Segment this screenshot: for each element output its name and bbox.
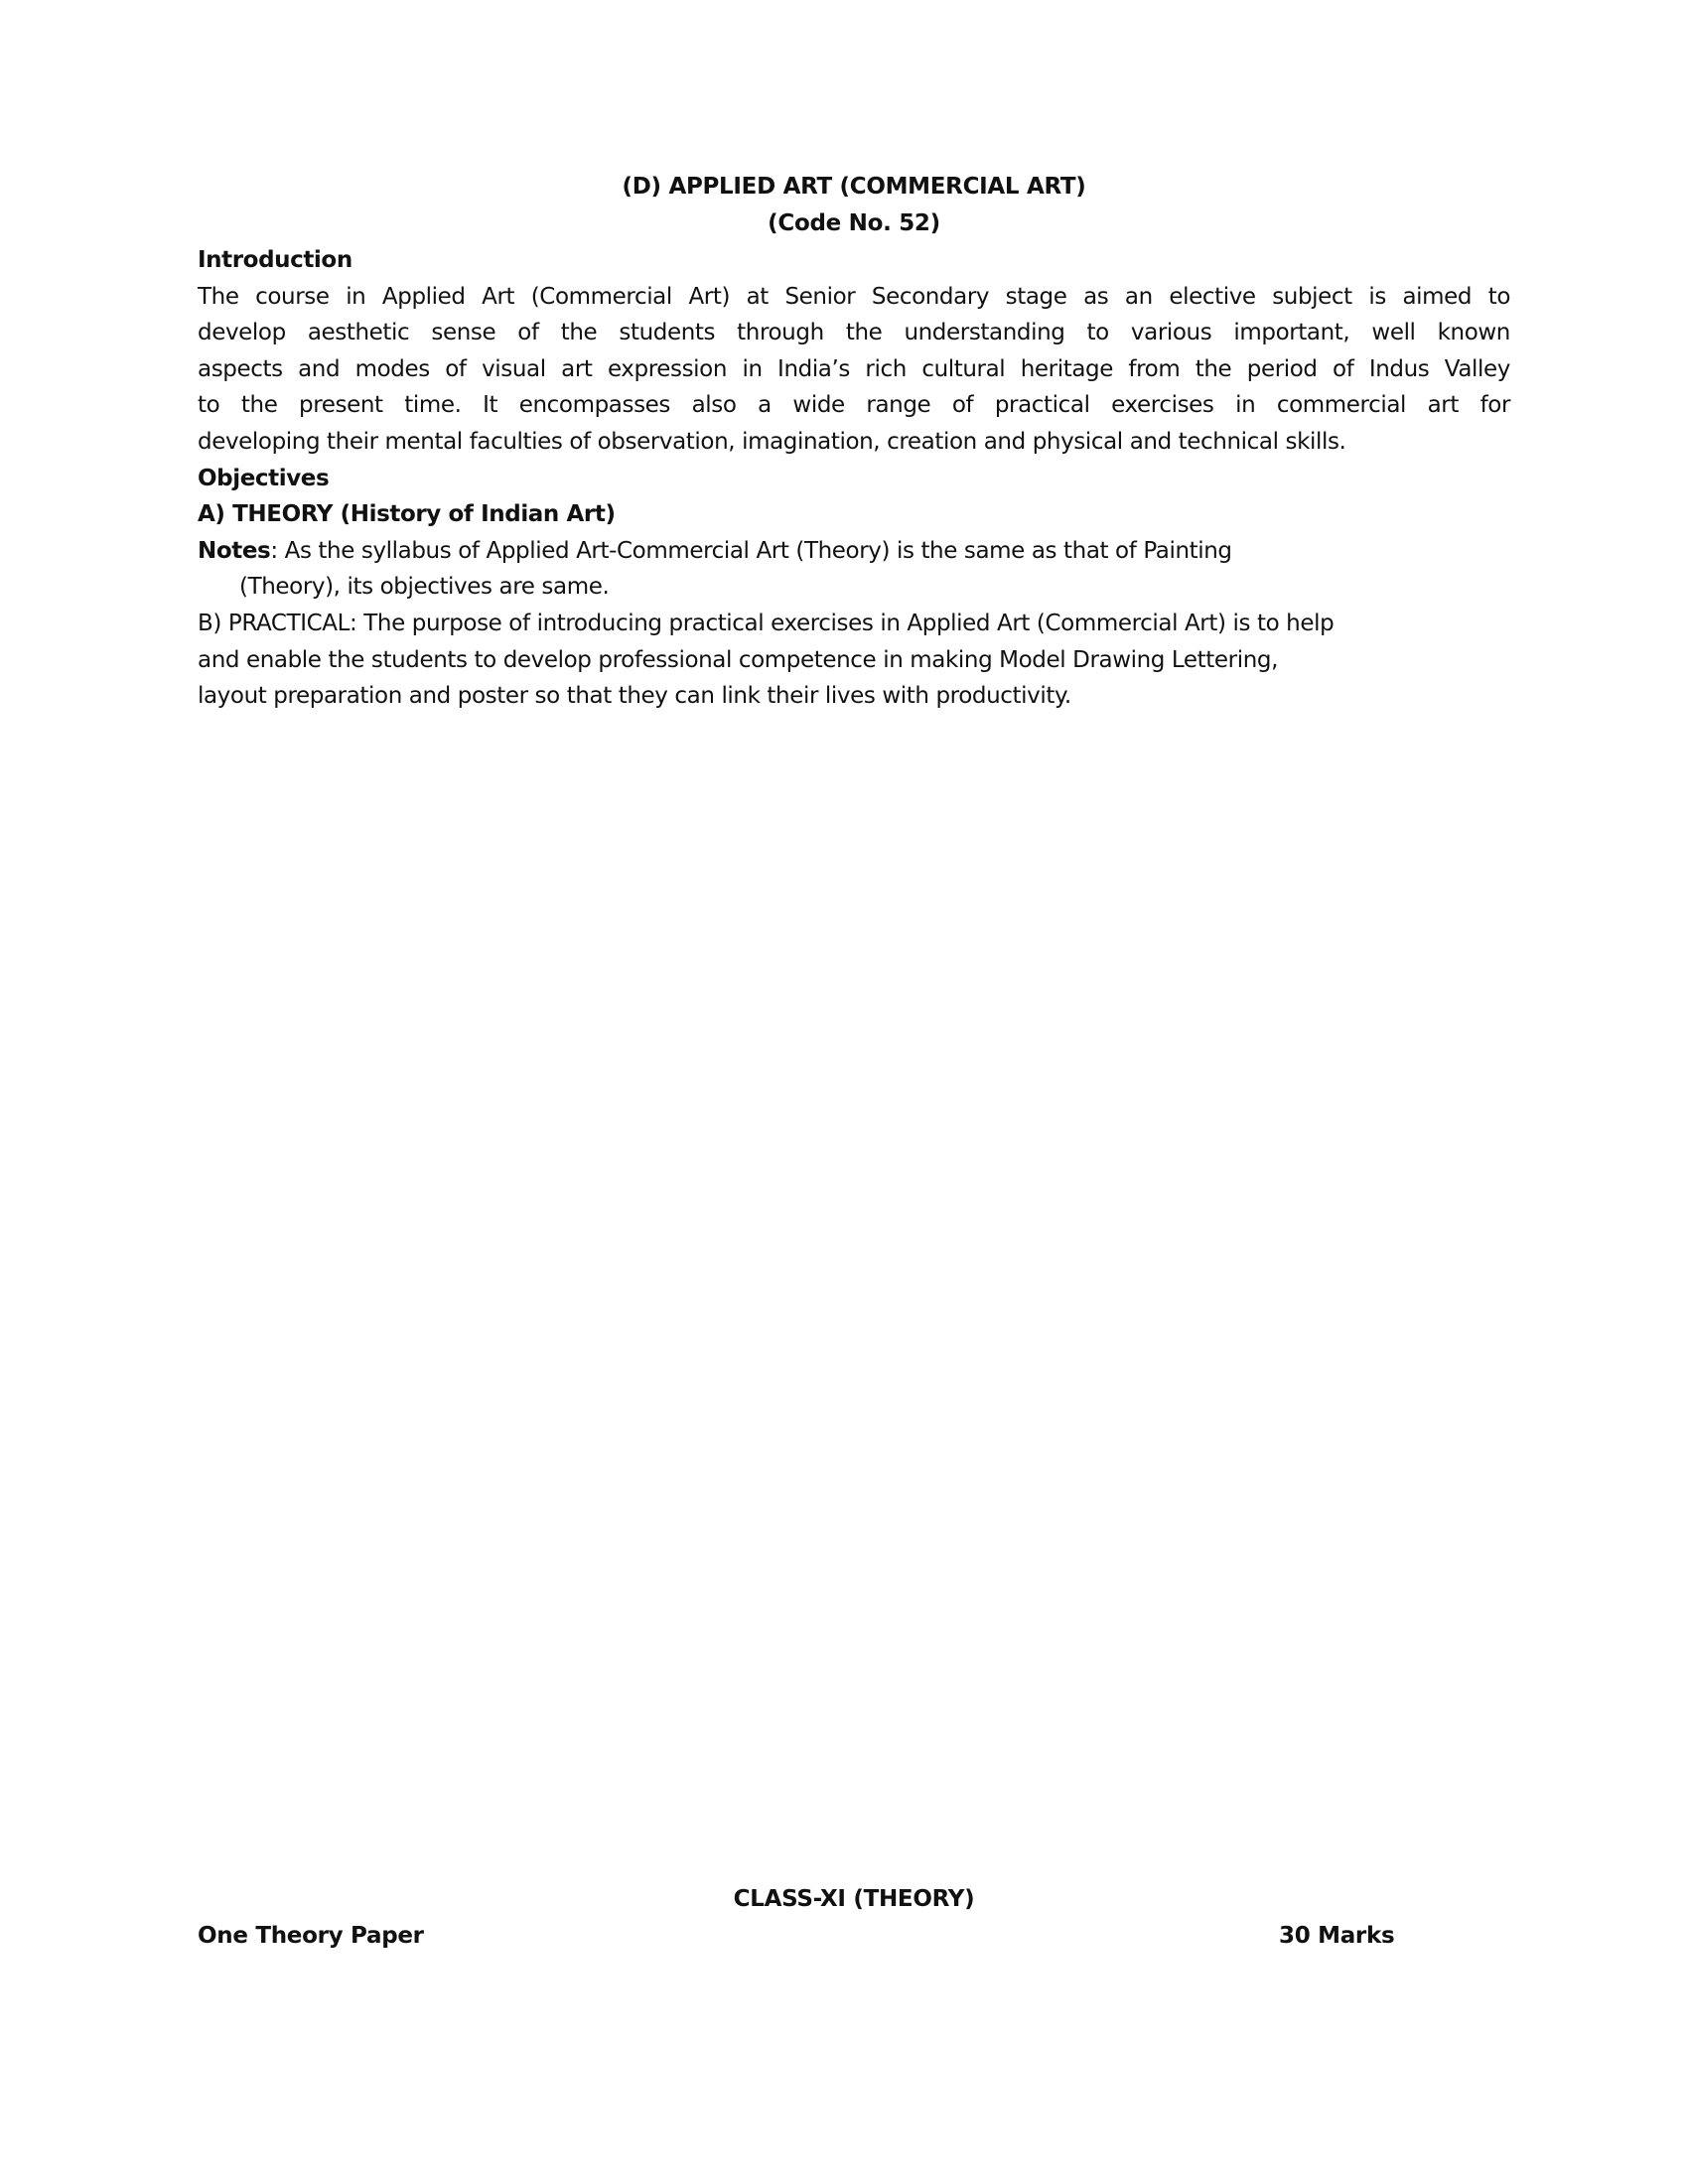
paper-label: One Theory Paper bbox=[198, 1923, 424, 1949]
theory-heading: A) THEORY (History of Indian Art) bbox=[198, 501, 616, 528]
practical-line: and enable the students to develop professional competence in making Model Drawing Lettering, bbox=[198, 646, 1278, 673]
notes-text-continued: (Theory), its objectives are same. bbox=[239, 574, 610, 601]
objectives-heading: Objectives bbox=[198, 465, 330, 491]
notes-paragraph bbox=[198, 533, 1510, 606]
practical-paragraph bbox=[198, 606, 1510, 715]
intro-line: The course in Applied Art (Commercial Art) at Senior Secondary stage as an elective subject is aimed to bbox=[198, 283, 1510, 310]
class-heading: CLASS-XI (THEORY) bbox=[733, 1886, 975, 1912]
document-title: (D) APPLIED ART (COMMERCIAL ART) bbox=[622, 174, 1086, 200]
intro-line: developing their mental faculties of observation, imagination, creation and physical and technical skills. bbox=[198, 428, 1346, 455]
introduction-paragraph bbox=[198, 279, 1510, 461]
practical-line: B) PRACTICAL: The purpose of introducing practical exercises in Applied Art (Commercial Art) is to help bbox=[198, 610, 1335, 636]
notes-text: : As the syllabus of Applied Art-Commercial Art (Theory) is the same as that of Painting bbox=[270, 537, 1232, 564]
marks-label: 30 Marks bbox=[1279, 1923, 1395, 1949]
document-body bbox=[198, 242, 1510, 715]
notes-label: Notes bbox=[198, 537, 271, 564]
practical-line: layout preparation and poster so that they can link their lives with productivity. bbox=[198, 683, 1071, 710]
introduction-heading: Introduction bbox=[198, 247, 352, 273]
course-code: (Code No. 52) bbox=[768, 210, 940, 236]
intro-line: to the present time. It encompasses also a wide range of practical exercises in commercial art for bbox=[198, 392, 1510, 419]
intro-line: aspects and modes of visual art expression in India’s rich cultural heritage from the period of Indus Valley bbox=[198, 355, 1510, 382]
intro-line: develop aesthetic sense of the students through the understanding to various important, well known bbox=[198, 320, 1510, 346]
